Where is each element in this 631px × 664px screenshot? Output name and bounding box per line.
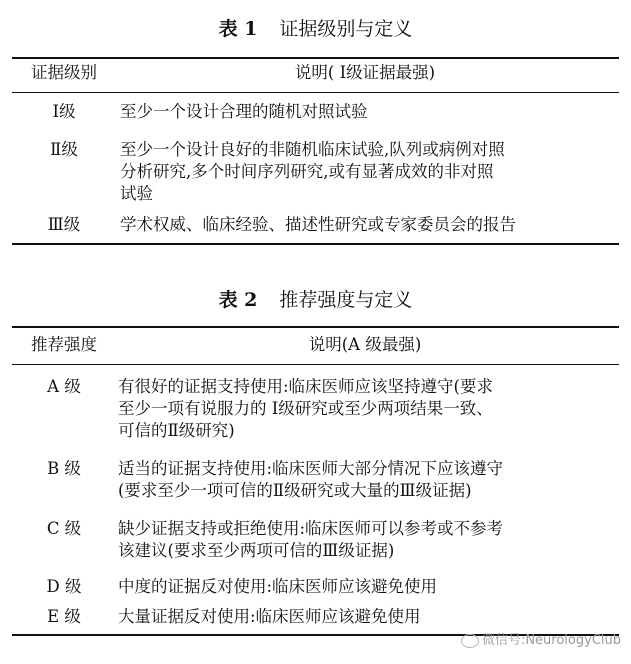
table2-top-rule bbox=[12, 326, 619, 328]
table2-row-desc: 缺少证据支持或拒绝使用:临床医师可以参考或不参考 该建议(要求至少两项可信的Ⅲ级证据) bbox=[118, 519, 504, 560]
table1-caption bbox=[0, 18, 631, 40]
table2-row-desc: 中度的证据反对使用:临床医师应该避免使用 bbox=[118, 577, 438, 596]
table2-row-level: E 级 bbox=[47, 607, 81, 626]
table1-header-rule bbox=[12, 92, 619, 93]
table2-number: 表 2 bbox=[218, 289, 258, 311]
table1-row-desc: 学术权威、临床经验、描述性研究或专家委员会的报告 bbox=[120, 215, 516, 234]
table2-row-desc: 有很好的证据支持使用:临床医师应该坚持遵守(要求 至少一项有说服力的 Ⅰ级研究或至少两项结果一致、 可信的Ⅱ级研究) bbox=[118, 377, 493, 440]
table2-row-level: A 级 bbox=[47, 377, 81, 396]
table1-top-rule bbox=[12, 57, 619, 59]
table1-col-level-header: 证据级别 bbox=[31, 63, 97, 82]
table1-title: 证据级别与定义 bbox=[279, 18, 413, 40]
table1-row-desc: 至少一个设计合理的随机对照试验 bbox=[120, 102, 368, 121]
table2-row-desc: 大量证据反对使用:临床医师应该避免使用 bbox=[118, 607, 421, 626]
wechat-icon bbox=[461, 634, 479, 648]
watermark-text: 微信号:NeurologyClub bbox=[481, 633, 621, 648]
table1-bottom-rule bbox=[12, 243, 619, 245]
table2-title: 推荐强度与定义 bbox=[279, 289, 413, 311]
table2-header-rule bbox=[12, 364, 619, 365]
table2-caption bbox=[0, 289, 631, 311]
table2-col-desc-header: 说明(A 级最强) bbox=[308, 335, 422, 354]
table1-row-level: Ⅰ级 bbox=[52, 102, 76, 121]
table2-row-level: D 级 bbox=[46, 577, 82, 596]
table1-row-level: Ⅱ级 bbox=[50, 140, 78, 159]
table2-col-level-header: 推荐强度 bbox=[31, 335, 97, 354]
table2-row-level: C 级 bbox=[46, 519, 82, 538]
watermark bbox=[461, 629, 621, 648]
table2-row-desc: 适当的证据支持使用:临床医师大部分情况下应该遵守 (要求至少一项可信的Ⅱ级研究或大量的Ⅲ级证据) bbox=[118, 459, 504, 500]
table1-row-level: Ⅲ级 bbox=[47, 215, 81, 234]
table1-col-desc-header: 说明( Ⅰ级证据最强) bbox=[294, 63, 436, 82]
table1-number: 表 1 bbox=[218, 18, 258, 40]
table2-row-level: B 级 bbox=[47, 459, 81, 478]
table1-row-desc: 至少一个设计良好的非随机临床试验,队列或病例对照 分析研究,多个时间序列研究,或有显著成效的非对照 试验 bbox=[120, 140, 505, 203]
